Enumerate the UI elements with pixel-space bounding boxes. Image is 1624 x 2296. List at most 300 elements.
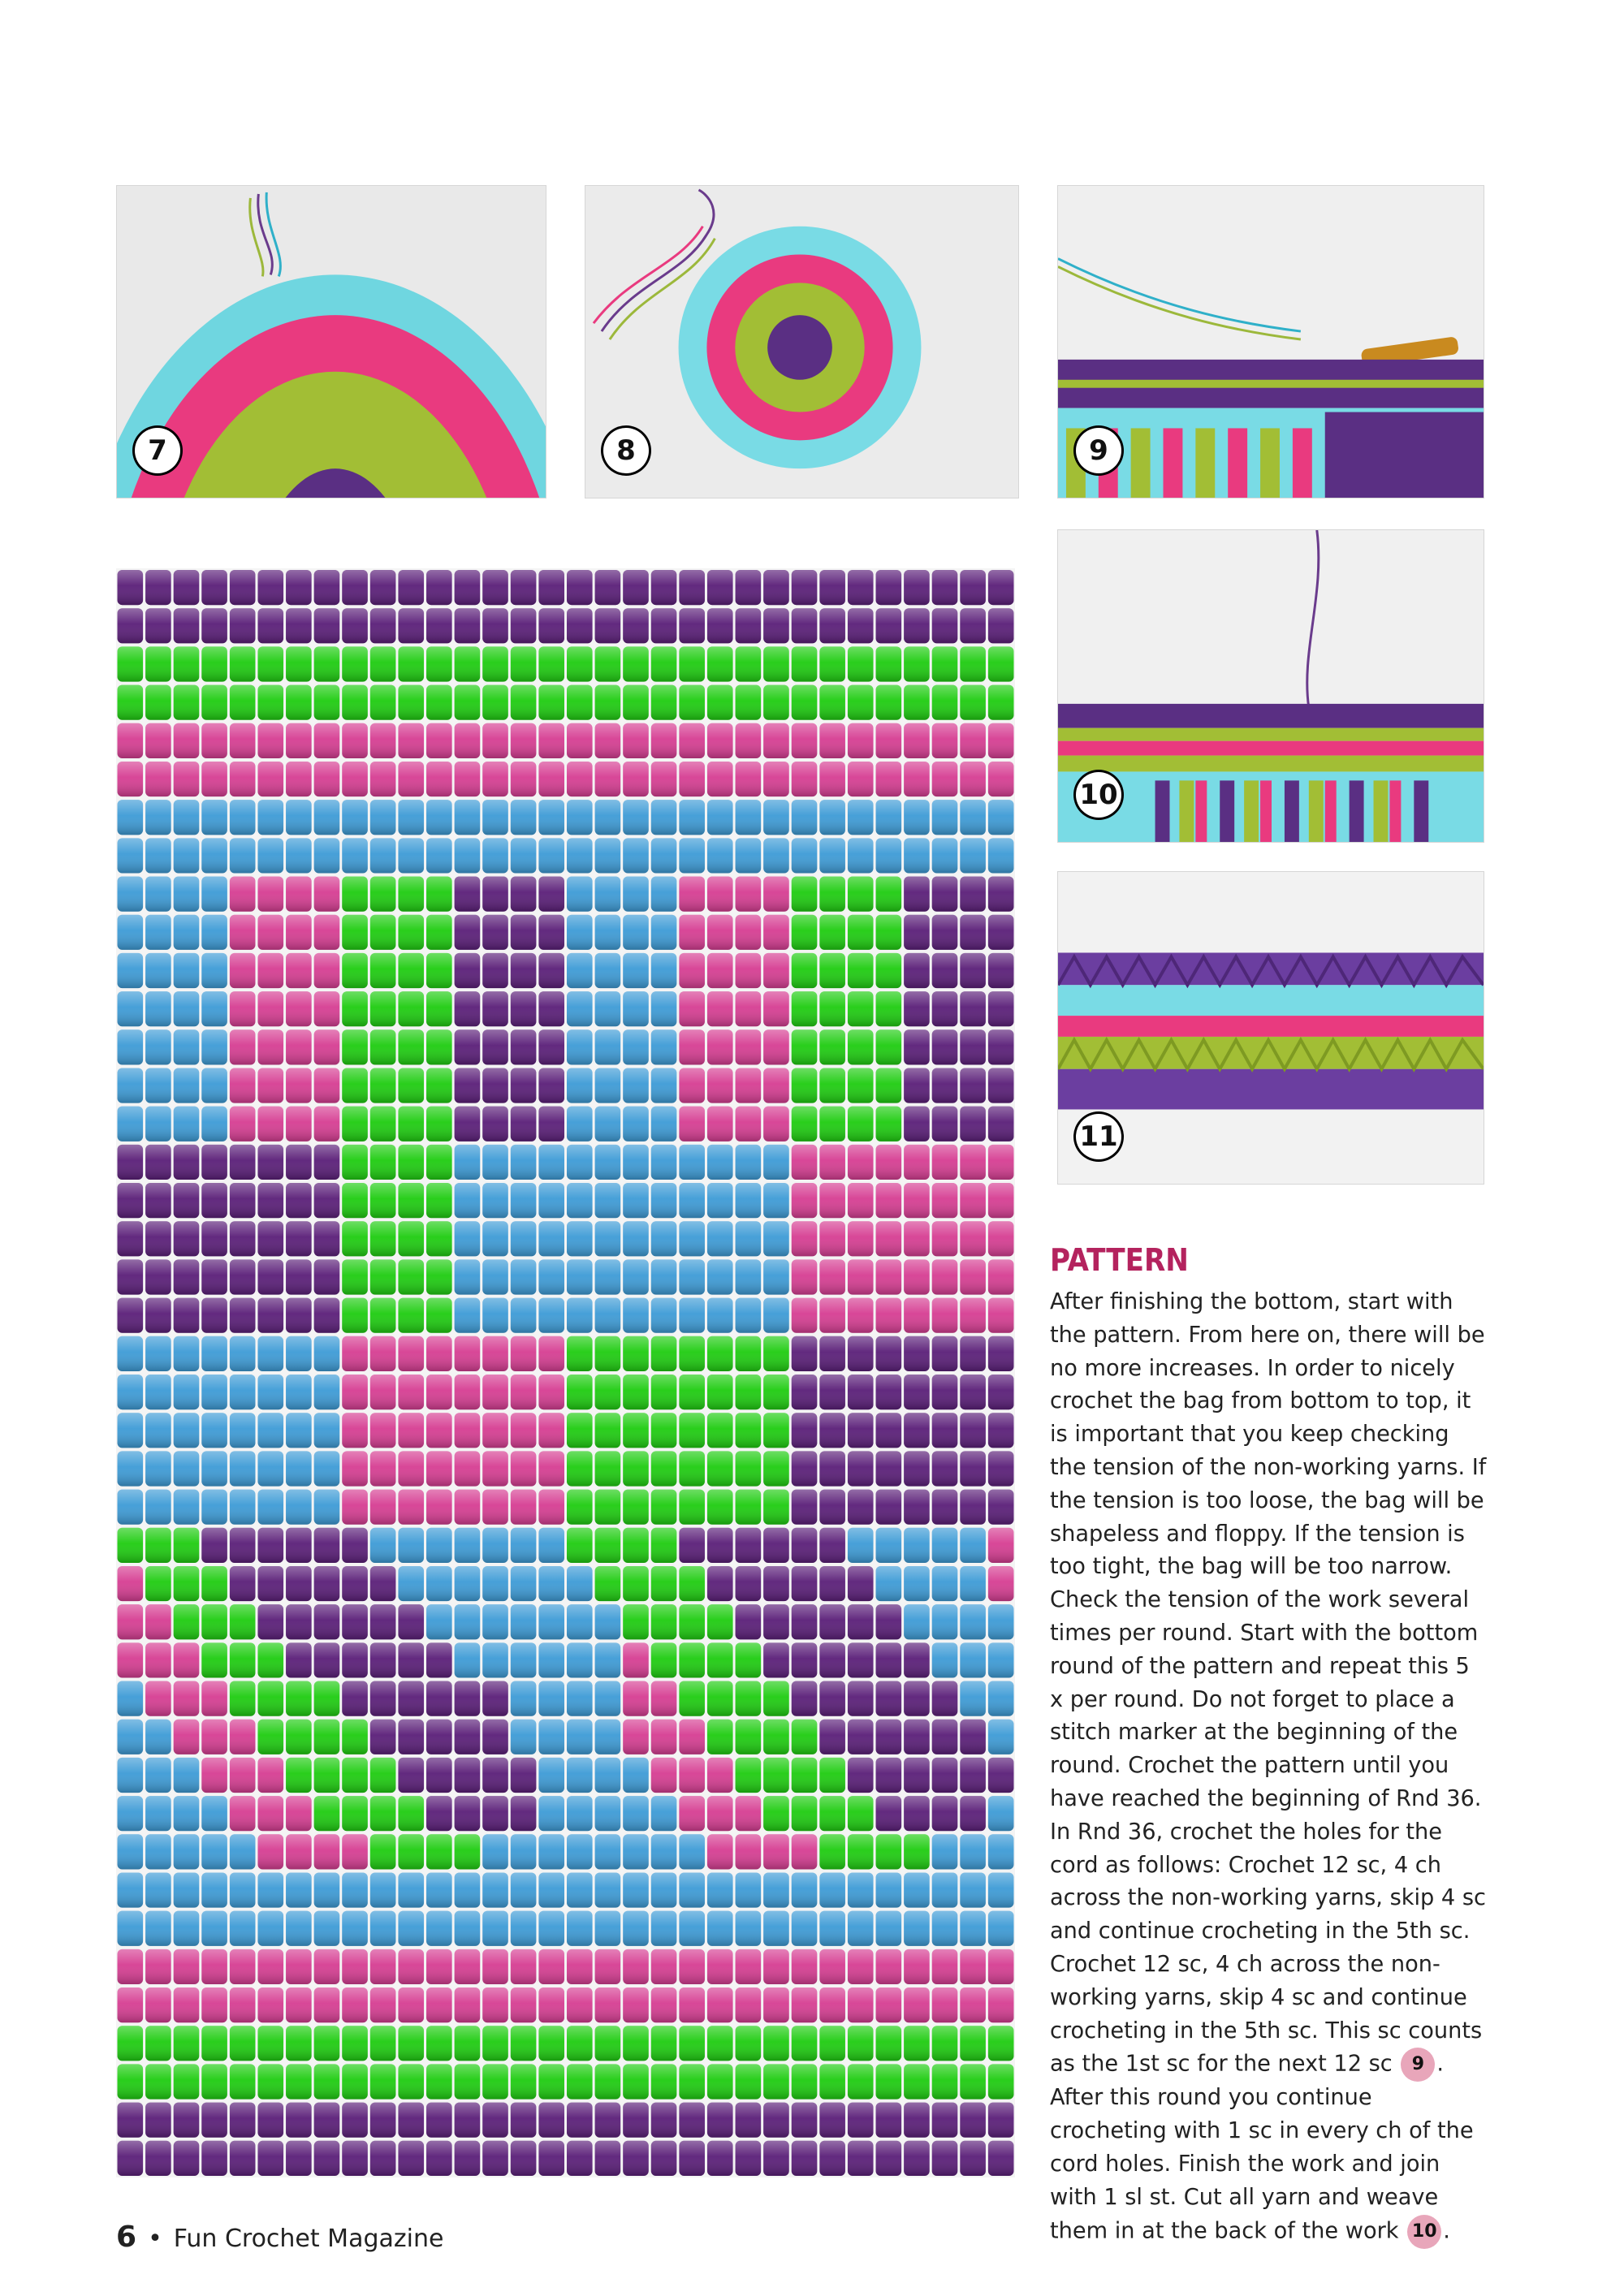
chart-cell-shading [707,1221,733,1256]
chart-cell-shading [286,1029,312,1064]
chart-cell-shading [679,915,705,950]
chart-cell-shading [763,1758,789,1793]
chart-cell-shading [848,1298,874,1333]
chart-cell-shading [538,1336,564,1371]
chart-cell-shading [988,685,1014,720]
chart-cell-shading [792,838,818,873]
chart-cell-shading [763,1375,789,1409]
chart-cell-shading [314,1872,340,1907]
chart-cell-shading [651,1107,677,1142]
chart-cell-shading [201,1796,227,1831]
chart-cell-shading [736,838,762,873]
chart-cell-shading [567,2064,593,2099]
chart-cell-shading [932,1375,958,1409]
chart-cell-shading [118,1107,144,1142]
chart-cell-shading [848,1681,874,1716]
chart-cell-shading [398,1029,424,1064]
chart-cell-shading [118,953,144,988]
chart-cell-shading [538,2103,564,2138]
chart-cell-shading [567,723,593,758]
chart-cell-shading [651,1872,677,1907]
chart-cell-shading [679,1681,705,1716]
chart-cell-shading [482,2026,508,2061]
chart-cell-shading [736,1298,762,1333]
chart-cell-shading [651,1987,677,2022]
chart-cell-shading [118,1642,144,1677]
chart-cell-shading [230,1375,256,1409]
chart-cell-shading [876,1911,902,1946]
chart-cell-shading [230,838,256,873]
chart-cell-shading [848,1528,874,1563]
chart-cell-shading [904,1681,930,1716]
chart-cell-shading [679,1949,705,1984]
chart-cell-shading [623,1221,649,1256]
chart-cell-shading [736,570,762,605]
pattern-text-part-2: . After this round you continue crocheting with 1 sc in every ch of the cord holes. Finish the work and join with 1 sl st. Cut all yarn and weave them in at the back of the work [1050,2051,1474,2244]
photo-ref-badge: 10 [1407,2215,1441,2249]
chart-cell-shading [482,838,508,873]
chart-cell-shading [988,953,1014,988]
chart-cell-shading [511,1911,537,1946]
chart-cell-shading [230,1834,256,1869]
chart-cell-shading [482,685,508,720]
chart-cell-shading [342,1490,368,1525]
chart-cell-shading [455,2103,481,2138]
chart-cell-shading [511,915,537,950]
chart-cell-shading [342,1528,368,1563]
chart-cell-shading [567,1604,593,1639]
chart-cell-shading [230,877,256,912]
chart-cell-shading [876,1298,902,1333]
chart-cell-shading [567,1796,593,1831]
chart-cell-shading [932,1221,958,1256]
chart-cell-shading [707,685,733,720]
chart-cell-shading [118,2026,144,2061]
chart-cell-shading [876,1604,902,1639]
chart-cell-shading [342,1642,368,1677]
chart-cell-shading [960,762,986,796]
chart-cell-shading [679,1029,705,1064]
chart-cell-shading [736,1068,762,1103]
chart-cell-shading [792,646,818,681]
chart-cell-shading [763,2141,789,2176]
chart-cell-shading [201,2103,227,2138]
chart-cell-shading [482,1221,508,1256]
chart-cell-shading [876,1451,902,1486]
chart-cell-shading [595,570,621,605]
chart-cell-shading [595,1259,621,1294]
chart-cell-shading [567,1221,593,1256]
chart-cell-shading [960,1259,986,1294]
chart-cell-shading [538,1758,564,1793]
chart-cell-shading [257,991,283,1026]
chart-cell-shading [848,570,874,605]
chart-cell-shading [201,1604,227,1639]
chart-cell-shading [763,1298,789,1333]
chart-cell-shading [567,1490,593,1525]
chart-cell-shading [370,1029,396,1064]
chart-cell-shading [763,1911,789,1946]
chart-cell-shading [679,1528,705,1563]
chart-cell-shading [230,800,256,835]
chart-cell-shading [988,1490,1014,1525]
chart-cell-shading [257,838,283,873]
chart-cell-shading [623,2103,649,2138]
chart-cell-shading [370,1834,396,1869]
chart-cell-shading [118,1413,144,1448]
chart-cell-shading [651,2141,677,2176]
chart-cell-shading [230,2064,256,2099]
chart-cell-shading [988,646,1014,681]
chart-cell-shading [426,1566,452,1601]
chart-cell-shading [932,1145,958,1180]
chart-cell-shading [230,1720,256,1754]
chart-cell-shading [679,1604,705,1639]
chart-cell-shading [960,1451,986,1486]
chart-cell-shading [455,838,481,873]
chart-cell-shading [736,2026,762,2061]
chart-cell-shading [286,1145,312,1180]
chart-cell-shading [876,685,902,720]
chart-cell-shading [679,1107,705,1142]
chart-cell-shading [342,685,368,720]
chart-cell-shading [567,1987,593,2022]
chart-cell-shading [623,570,649,605]
chart-cell-shading [286,1796,312,1831]
chart-cell-shading [932,1183,958,1218]
chart-cell-shading [763,570,789,605]
chart-cell-shading [398,1758,424,1793]
chart-cell-shading [455,1145,481,1180]
chart-cell-shading [595,1107,621,1142]
chart-cell-shading [707,1834,733,1869]
chart-cell-shading [932,2103,958,2138]
chart-cell-shading [257,2103,283,2138]
chart-cell-shading [848,1566,874,1601]
chart-cell-shading [426,723,452,758]
chart-cell-shading [679,1758,705,1793]
chart-cell-shading [145,1029,171,1064]
chart-cell-shading [455,2064,481,2099]
chart-cell-shading [286,1872,312,1907]
chart-cell-shading [876,1642,902,1677]
chart-cell-shading [286,2064,312,2099]
chart-cell-shading [595,1413,621,1448]
chart-cell-shading [482,1183,508,1218]
chart-cell-shading [538,1949,564,1984]
chart-cell-shading [538,1107,564,1142]
chart-cell-shading [679,877,705,912]
chart-cell-shading [426,1681,452,1716]
chart-cell-shading [398,1796,424,1831]
chart-cell-shading [257,1987,283,2022]
chart-cell-shading [145,1604,171,1639]
chart-cell-shading [567,838,593,873]
chart-cell-shading [679,800,705,835]
chart-cell-shading [904,1259,930,1294]
chart-cell-shading [286,1259,312,1294]
chart-cell-shading [286,1413,312,1448]
chart-cell-shading [736,2141,762,2176]
chart-cell-shading [792,2026,818,2061]
chart-cell-shading [819,2141,845,2176]
chart-cell-shading [679,762,705,796]
chart-cell-shading [314,1298,340,1333]
chart-cell-shading [118,915,144,950]
chart-cell-shading [370,2026,396,2061]
chart-cell-shading [230,1259,256,1294]
chart-cell-shading [314,1259,340,1294]
chart-cell-shading [511,953,537,988]
chart-cell-shading [595,1987,621,2022]
chart-cell-shading [651,1681,677,1716]
chart-cell-shading [257,1451,283,1486]
chart-cell-shading [904,1796,930,1831]
chart-cell-shading [792,1566,818,1601]
chart-cell-shading [876,1068,902,1103]
chart-cell-shading [623,1413,649,1448]
chart-cell-shading [848,877,874,912]
chart-cell-shading [763,991,789,1026]
chart-cell-shading [932,1796,958,1831]
chart-cell-shading [398,1681,424,1716]
chart-cell-shading [314,838,340,873]
chart-cell-shading [370,1145,396,1180]
chart-cell-shading [455,1720,481,1754]
chart-cell-shading [286,1490,312,1525]
chart-cell-shading [988,1221,1014,1256]
chart-cell-shading [257,1681,283,1716]
chart-cell-shading [763,915,789,950]
chart-cell-shading [342,1949,368,1984]
chart-cell-shading [988,1604,1014,1639]
chart-cell-shading [567,2141,593,2176]
chart-cell-shading [118,1528,144,1563]
chart-cell-shading [595,877,621,912]
chart-cell-shading [651,646,677,681]
chart-cell-shading [819,877,845,912]
chart-cell-shading [398,1987,424,2022]
chart-cell-shading [792,877,818,912]
chart-cell-shading [819,2103,845,2138]
chart-cell-shading [792,1413,818,1448]
chart-cell-shading [792,1068,818,1103]
chart-cell-shading [736,1872,762,1907]
chart-cell-shading [342,1413,368,1448]
chart-cell-shading [792,723,818,758]
chart-cell-shading [145,1681,171,1716]
chart-cell-shading [792,1604,818,1639]
chart-cell-shading [230,1911,256,1946]
chart-cell-shading [538,1911,564,1946]
chart-cell-shading [286,1911,312,1946]
chart-cell-shading [342,1566,368,1601]
chart-cell-shading [538,1221,564,1256]
chart-cell-shading [230,1298,256,1333]
chart-cell-shading [763,877,789,912]
chart-cell-shading [819,1872,845,1907]
chart-cell-shading [679,1911,705,1946]
chart-cell-shading [595,1642,621,1677]
chart-cell-shading [763,1221,789,1256]
chart-cell-shading [679,1490,705,1525]
chart-cell-shading [174,1872,200,1907]
chart-cell-shading [848,1796,874,1831]
chart-cell-shading [707,1068,733,1103]
chart-cell-shading [538,723,564,758]
chart-cell-shading [651,1566,677,1601]
chart-cell-shading [763,1720,789,1754]
photo-step-11 [1057,871,1484,1185]
chart-cell-shading [904,915,930,950]
chart-cell-shading [482,877,508,912]
chart-cell-shading [482,570,508,605]
chart-cell-shading [819,1681,845,1716]
chart-cell-shading [988,1336,1014,1371]
chart-cell-shading [707,1796,733,1831]
chart-cell-shading [679,1451,705,1486]
chart-cell-shading [679,723,705,758]
chart-cell-shading [201,570,227,605]
chart-cell-shading [370,646,396,681]
chart-cell-shading [314,1451,340,1486]
chart-cell-shading [511,570,537,605]
chart-cell-shading [623,953,649,988]
chart-cell-shading [651,1911,677,1946]
chart-cell-shading [145,953,171,988]
chart-cell-shading [314,1566,340,1601]
chart-cell-shading [567,953,593,988]
chart-cell-shading [567,1872,593,1907]
chart-cell-shading [792,762,818,796]
chart-cell-shading [651,1413,677,1448]
chart-cell-shading [932,1758,958,1793]
chart-cell-shading [876,762,902,796]
chart-cell-shading [538,1375,564,1409]
chart-cell-shading [482,1298,508,1333]
chart-cell-shading [595,1375,621,1409]
chart-cell-shading [876,1949,902,1984]
chart-cell-shading [876,1107,902,1142]
chart-cell-shading [819,1796,845,1831]
chart-cell-shading [623,1949,649,1984]
chart-cell-shading [426,1528,452,1563]
chart-cell-shading [932,2026,958,2061]
photo-7-illustration [117,186,546,498]
chart-cell-shading [736,1375,762,1409]
chart-cell-shading [960,1834,986,1869]
chart-cell-shading [174,723,200,758]
chart-cell-shading [511,1068,537,1103]
chart-cell-shading [848,1987,874,2022]
chart-cell-shading [988,1911,1014,1946]
chart-cell-shading [848,1183,874,1218]
chart-cell-shading [174,762,200,796]
chart-cell-shading [736,1259,762,1294]
chart-cell-shading [651,1490,677,1525]
chart-cell-shading [819,1221,845,1256]
chart-cell-shading [763,1604,789,1639]
chart-cell-shading [819,1834,845,1869]
chart-cell-shading [482,762,508,796]
chart-cell-shading [679,1221,705,1256]
chart-cell-shading [960,2141,986,2176]
chart-cell-shading [370,877,396,912]
chart-cell-shading [904,1566,930,1601]
chart-cell-shading [538,1681,564,1716]
chart-cell-shading [342,1259,368,1294]
chart-cell-shading [623,1145,649,1180]
chart-cell-shading [511,877,537,912]
chart-cell-shading [257,723,283,758]
chart-cell-shading [623,1451,649,1486]
chart-cell-shading [848,608,874,643]
chart-cell-shading [174,1490,200,1525]
chart-cell-shading [679,1183,705,1218]
chart-cell-shading [932,1834,958,1869]
chart-cell-shading [426,1490,452,1525]
chart-cell-shading [257,1566,283,1601]
chart-cell-shading [286,1642,312,1677]
chart-cell-shading [763,1949,789,1984]
chart-cell-shading [819,953,845,988]
chart-cell-shading [201,991,227,1026]
chart-cell-shading [988,1375,1014,1409]
chart-cell-shading [342,762,368,796]
chart-cell-shading [876,608,902,643]
chart-cell-shading [763,1259,789,1294]
chart-cell-shading [398,685,424,720]
chart-cell-shading [848,1375,874,1409]
chart-cell-shading [988,991,1014,1026]
chart-cell-shading [286,2026,312,2061]
chart-cell-shading [763,2103,789,2138]
chart-cell-shading [201,1949,227,1984]
chart-cell-shading [848,1259,874,1294]
chart-cell-shading [511,1145,537,1180]
chart-cell-shading [538,1413,564,1448]
chart-cell-shading [848,1145,874,1180]
chart-cell-shading [960,1029,986,1064]
chart-cell-shading [763,1566,789,1601]
chart-cell-shading [426,1413,452,1448]
chart-cell-shading [370,1681,396,1716]
chart-cell-shading [763,1528,789,1563]
chart-cell-shading [988,2103,1014,2138]
chart-cell-shading [145,1107,171,1142]
chart-cell-shading [904,991,930,1026]
chart-cell-shading [314,1642,340,1677]
chart-cell-shading [455,1375,481,1409]
chart-cell-shading [707,2064,733,2099]
chart-cell-shading [174,877,200,912]
chart-cell-shading [145,2026,171,2061]
chart-cell-shading [623,1987,649,2022]
chart-cell-shading [679,646,705,681]
chart-cell-shading [145,877,171,912]
chart-cell-shading [482,800,508,835]
chart-cell-shading [567,877,593,912]
chart-cell-shading [736,1949,762,1984]
chart-cell-shading [398,762,424,796]
chart-cell-shading [819,685,845,720]
chart-cell-shading [426,2064,452,2099]
chart-cell-shading [482,1949,508,1984]
chart-cell-shading [455,1758,481,1793]
chart-cell-shading [257,2141,283,2176]
chart-cell-shading [538,877,564,912]
chart-cell-shading [286,1949,312,1984]
